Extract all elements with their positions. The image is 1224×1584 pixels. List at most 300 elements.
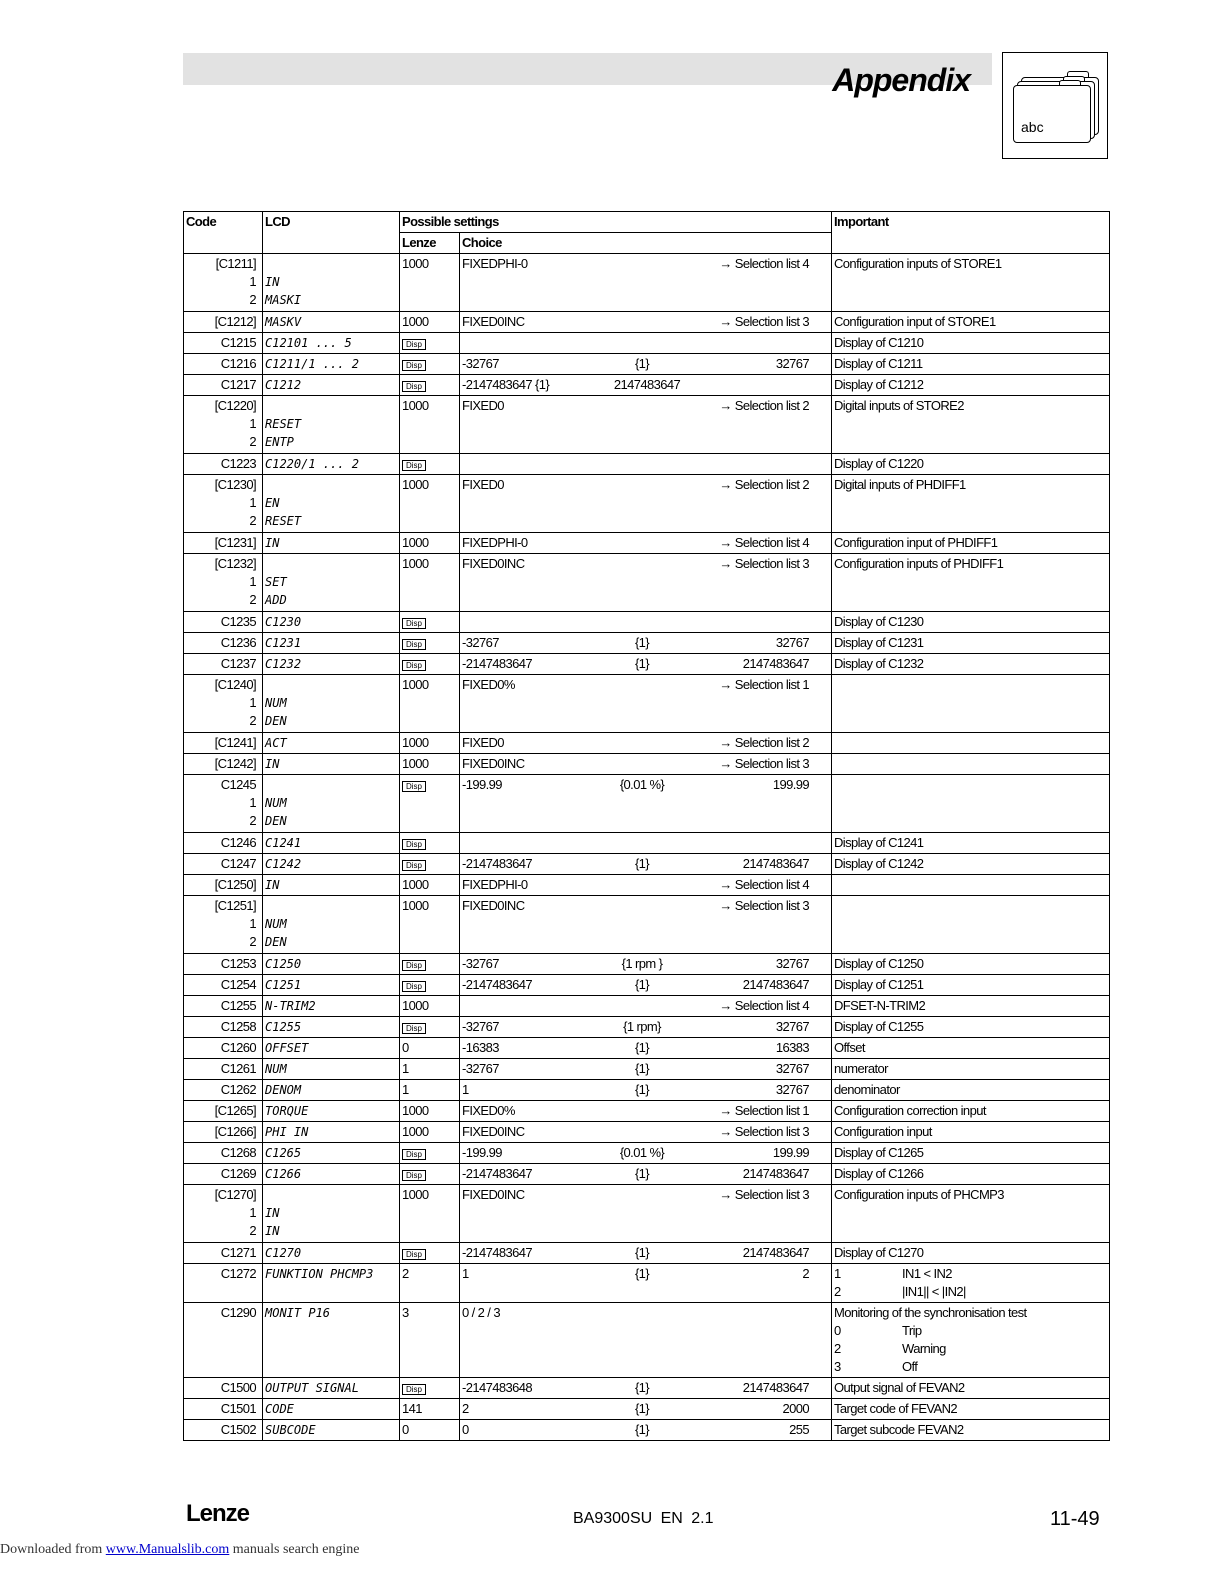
code-value: C1501 xyxy=(220,1401,256,1416)
important-cell xyxy=(832,312,1110,333)
lenze-cell xyxy=(400,833,460,854)
choice-cell xyxy=(460,896,832,954)
choice-increment: {0.01 %} xyxy=(619,777,665,792)
code-value: [C1212] xyxy=(214,314,256,329)
selection-list-ref: → Selection list 3 xyxy=(719,756,810,771)
choice-values xyxy=(462,634,829,652)
choice-cell xyxy=(460,1017,832,1038)
important-cell xyxy=(832,733,1110,754)
choice-values xyxy=(462,355,829,373)
choice-increment: {1} xyxy=(634,1082,650,1097)
lenze-value: 141 xyxy=(402,1401,422,1416)
selection-list-ref: → Selection list 2 xyxy=(719,398,810,413)
code-cell xyxy=(184,875,263,896)
important-line: Digital inputs of PHDIFF1 xyxy=(834,477,966,492)
important-line: Configuration inputs of PHCMP3 xyxy=(834,1187,1004,1202)
choice-min: -2147483648 xyxy=(462,1380,533,1395)
choice-min: -2147483647 {1} xyxy=(462,377,550,392)
choice-min: 0 xyxy=(462,1422,469,1437)
subcode-number: 1 xyxy=(249,416,256,431)
lcd-cell xyxy=(263,612,400,633)
option-number: 2 xyxy=(834,1341,841,1356)
code-cell xyxy=(184,1143,263,1164)
code-value: [C1266] xyxy=(214,1124,256,1139)
lenze-value: 1000 xyxy=(402,1187,429,1202)
lcd-cell xyxy=(263,754,400,775)
code-value: C1258 xyxy=(220,1019,256,1034)
lcd-cell xyxy=(263,1101,400,1122)
important-cell xyxy=(832,1264,1110,1303)
lcd-text: ENTP xyxy=(265,435,294,449)
choice-min: -32767 xyxy=(462,635,499,650)
code-cell xyxy=(184,833,263,854)
lenze-value: 2 xyxy=(402,1266,409,1281)
selection-list-ref: → Selection list 1 xyxy=(719,677,810,692)
lcd-text: DEN xyxy=(265,814,287,828)
table-row xyxy=(184,1303,1110,1378)
lcd-cell xyxy=(263,654,400,675)
disp-badge: Disp xyxy=(402,639,426,650)
lcd-spacer xyxy=(265,555,397,573)
choice-max: 32767 xyxy=(775,1061,810,1076)
lcd-cell xyxy=(263,833,400,854)
table-row xyxy=(184,975,1110,996)
choice-min: -199.99 xyxy=(462,777,502,792)
lcd-spacer xyxy=(265,676,397,694)
choice-cell xyxy=(460,633,832,654)
lcd-cell xyxy=(263,1059,400,1080)
code-value: C1216 xyxy=(220,356,256,371)
lenze-value: 1000 xyxy=(402,998,429,1013)
important-line: Display of C1242 xyxy=(834,856,924,871)
code-value: [C1270] xyxy=(214,1187,256,1202)
table-row xyxy=(184,554,1110,612)
code-cell xyxy=(184,1080,263,1101)
option-number: 2 xyxy=(834,1284,841,1299)
choice-cell xyxy=(460,975,832,996)
choice-values xyxy=(462,376,829,394)
important-line xyxy=(834,1358,1107,1376)
code-value: C1269 xyxy=(220,1166,256,1181)
lcd-spacer xyxy=(265,897,397,915)
lcd-text: TORQUE xyxy=(265,1104,309,1118)
lcd-text: C1250 xyxy=(265,957,302,971)
header-important: Important xyxy=(832,212,1110,254)
choice-values xyxy=(462,397,829,415)
lcd-text: C1242 xyxy=(265,857,302,871)
lenze-cell xyxy=(400,1101,460,1122)
lenze-cell xyxy=(400,1164,460,1185)
choice-min: -32767 xyxy=(462,356,499,371)
choice-cell xyxy=(460,375,832,396)
lcd-text: OFFSET xyxy=(265,1041,309,1055)
important-line: denominator xyxy=(834,1082,900,1097)
choice-min: FIXEDPHI-0 xyxy=(462,256,528,271)
important-line: Configuration input of STORE1 xyxy=(834,314,996,329)
table-row xyxy=(184,996,1110,1017)
code-cell xyxy=(184,896,263,954)
lenze-value: 1000 xyxy=(402,1103,429,1118)
lenze-value: 3 xyxy=(402,1305,409,1320)
lcd-text: IN xyxy=(265,275,280,289)
lcd-text: SUBCODE xyxy=(265,1423,316,1437)
code-value: [C1240] xyxy=(214,677,256,692)
choice-min: 2 xyxy=(462,1401,469,1416)
lenze-cell xyxy=(400,775,460,833)
lcd-cell xyxy=(263,1264,400,1303)
important-cell xyxy=(832,533,1110,554)
lcd-text: NUM xyxy=(265,917,287,931)
disp-badge: Disp xyxy=(402,1149,426,1160)
code-value: C1217 xyxy=(220,377,256,392)
lcd-text: N-TRIM2 xyxy=(265,999,316,1013)
lcd-text: SET xyxy=(265,575,287,589)
choice-cell xyxy=(460,533,832,554)
table-row xyxy=(184,633,1110,654)
choice-cell xyxy=(460,733,832,754)
important-line: Display of C1220 xyxy=(834,456,924,471)
lcd-cell xyxy=(263,254,400,312)
choice-values xyxy=(462,655,829,673)
lenze-cell xyxy=(400,875,460,896)
choice-max: 32767 xyxy=(775,1082,810,1097)
selection-list-ref: → Selection list 3 xyxy=(719,556,810,571)
code-cell xyxy=(184,1378,263,1399)
lenze-cell xyxy=(400,954,460,975)
lcd-cell xyxy=(263,1143,400,1164)
choice-max: 255 xyxy=(789,1422,810,1437)
subcode-number: 2 xyxy=(249,592,256,607)
choice-cell xyxy=(460,554,832,612)
choice-min: FIXED0 xyxy=(462,477,504,492)
choice-values xyxy=(462,1379,829,1397)
lcd-cell xyxy=(263,312,400,333)
choice-increment: {1} xyxy=(634,1422,650,1437)
code-value: C1502 xyxy=(220,1422,256,1437)
lcd-cell xyxy=(263,733,400,754)
code-value: C1246 xyxy=(220,835,256,850)
choice-cell xyxy=(460,675,832,733)
code-cell xyxy=(184,733,263,754)
option-text: Warning xyxy=(902,1341,946,1356)
important-cell xyxy=(832,1059,1110,1080)
choice-cell xyxy=(460,396,832,454)
lenze-cell xyxy=(400,254,460,312)
choice-values xyxy=(462,1186,829,1204)
important-line: Display of C1211 xyxy=(834,356,923,371)
lenze-cell xyxy=(400,454,460,475)
selection-list-ref: → Selection list 3 xyxy=(719,1124,810,1139)
lcd-text: RESET xyxy=(265,514,302,528)
code-value: C1245 xyxy=(220,777,256,792)
table-row xyxy=(184,1399,1110,1420)
subcode-number: 1 xyxy=(249,1205,256,1220)
code-value: C1237 xyxy=(220,656,256,671)
important-line xyxy=(834,1265,1107,1283)
lcd-cell xyxy=(263,533,400,554)
subcode-number: 2 xyxy=(249,713,256,728)
choice-increment: {1 rpm} xyxy=(623,1019,661,1034)
table-row xyxy=(184,1122,1110,1143)
lenze-value: 1000 xyxy=(402,398,429,413)
code-cell xyxy=(184,1185,263,1243)
lcd-text: C1266 xyxy=(265,1167,302,1181)
lenze-cell xyxy=(400,654,460,675)
lenze-cell xyxy=(400,996,460,1017)
choice-min: -2147483647 xyxy=(462,1166,533,1181)
important-cell xyxy=(832,754,1110,775)
choice-min: FIXEDPHI-0 xyxy=(462,877,528,892)
code-value: [C1211] xyxy=(215,256,256,271)
choice-values xyxy=(462,1144,829,1162)
choice-cell xyxy=(460,475,832,533)
code-cell xyxy=(184,754,263,775)
code-cell xyxy=(184,1017,263,1038)
lenze-value: 0 xyxy=(402,1422,409,1437)
lcd-cell xyxy=(263,875,400,896)
important-cell xyxy=(832,454,1110,475)
choice-min: -2147483647 xyxy=(462,856,533,871)
lcd-cell xyxy=(263,1185,400,1243)
choice-values xyxy=(462,1039,829,1057)
code-cell xyxy=(184,554,263,612)
choice-min: FIXED0% xyxy=(462,677,515,692)
important-cell xyxy=(832,1303,1110,1378)
important-cell xyxy=(832,1080,1110,1101)
important-cell xyxy=(832,1243,1110,1264)
table-row xyxy=(184,1378,1110,1399)
code-value: C1272 xyxy=(220,1266,256,1281)
disp-badge: Disp xyxy=(402,1170,426,1181)
lenze-value: 1000 xyxy=(402,877,429,892)
choice-values xyxy=(462,676,829,694)
table-row xyxy=(184,1243,1110,1264)
important-line: Display of C1210 xyxy=(834,335,924,350)
choice-increment: {1} xyxy=(634,356,650,371)
important-cell xyxy=(832,1378,1110,1399)
lenze-cell xyxy=(400,1080,460,1101)
choice-min: FIXED0INC xyxy=(462,1187,525,1202)
table-row xyxy=(184,1017,1110,1038)
lcd-text: CODE xyxy=(265,1402,294,1416)
choice-increment: {1} xyxy=(634,1040,650,1055)
lcd-text: NUM xyxy=(265,1062,287,1076)
choice-values xyxy=(462,255,829,273)
lenze-cell xyxy=(400,533,460,554)
important-cell xyxy=(832,1101,1110,1122)
page-number: 11-49 xyxy=(1050,1508,1100,1530)
lcd-text: C1230 xyxy=(265,615,302,629)
lcd-cell xyxy=(263,896,400,954)
lenze-value: 1000 xyxy=(402,535,429,550)
lenze-cell xyxy=(400,1017,460,1038)
lcd-cell xyxy=(263,1303,400,1378)
code-cell xyxy=(184,612,263,633)
choice-cell xyxy=(460,1420,832,1441)
document-id: BA9300SU EN 2.1 xyxy=(573,1510,714,1527)
choice-min: FIXED0INC xyxy=(462,898,525,913)
choice-cell xyxy=(460,1038,832,1059)
choice-increment: {1} xyxy=(634,1166,650,1181)
lcd-cell xyxy=(263,675,400,733)
code-value: C1260 xyxy=(220,1040,256,1055)
lcd-cell xyxy=(263,1420,400,1441)
lenze-value: 1000 xyxy=(402,756,429,771)
choice-max: 2147483647 xyxy=(742,1166,810,1181)
code-value: C1215 xyxy=(220,335,256,350)
choice-increment: {1} xyxy=(634,1401,650,1416)
important-line: Display of C1266 xyxy=(834,1166,924,1181)
lcd-spacer xyxy=(265,255,397,273)
lenze-value: 1000 xyxy=(402,477,429,492)
important-cell xyxy=(832,396,1110,454)
table-row xyxy=(184,754,1110,775)
lcd-cell xyxy=(263,396,400,454)
choice-increment: {1} xyxy=(634,1266,650,1281)
choice-max: 199.99 xyxy=(772,1145,810,1160)
choice-cell xyxy=(460,1059,832,1080)
lcd-text: MASKV xyxy=(265,315,302,329)
lcd-text: C1251 xyxy=(265,978,302,992)
table-row xyxy=(184,375,1110,396)
important-line: Configuration inputs of STORE1 xyxy=(834,256,1002,271)
header-lenze: Lenze xyxy=(400,233,460,254)
option-number: 1 xyxy=(834,1266,841,1281)
important-line: Configuration inputs of PHDIFF1 xyxy=(834,556,1004,571)
subcode-number: 2 xyxy=(249,1223,256,1238)
important-cell xyxy=(832,1399,1110,1420)
disp-badge: Disp xyxy=(402,1249,426,1260)
table-row xyxy=(184,454,1110,475)
code-cell xyxy=(184,354,263,375)
disp-badge: Disp xyxy=(402,781,426,792)
lcd-text: ACT xyxy=(265,736,287,750)
table-row xyxy=(184,312,1110,333)
table-row xyxy=(184,1080,1110,1101)
lenze-cell xyxy=(400,612,460,633)
choice-values xyxy=(462,455,829,473)
code-value: [C1242] xyxy=(214,756,256,771)
disp-badge: Disp xyxy=(402,360,426,371)
table-row xyxy=(184,833,1110,854)
code-cell xyxy=(184,954,263,975)
lcd-text: IN xyxy=(265,757,280,771)
choice-values xyxy=(462,776,829,794)
manualslib-link[interactable]: www.Manualslib.com xyxy=(105,1542,230,1557)
page-title: Appendix xyxy=(832,62,970,98)
lenze-value: 1 xyxy=(402,1061,409,1076)
important-line: Display of C1231 xyxy=(834,635,924,650)
choice-max: 2147483647 xyxy=(742,1245,810,1260)
lcd-cell xyxy=(263,375,400,396)
lenze-cell xyxy=(400,1420,460,1441)
code-value: [C1231] xyxy=(214,535,256,550)
code-cell xyxy=(184,654,263,675)
table-row xyxy=(184,675,1110,733)
choice-max: 32767 xyxy=(775,956,810,971)
lcd-cell xyxy=(263,1243,400,1264)
code-cell xyxy=(184,996,263,1017)
code-cell xyxy=(184,475,263,533)
important-line xyxy=(834,1340,1107,1358)
lcd-text: OUTPUT SIGNAL xyxy=(265,1381,359,1395)
choice-values xyxy=(462,613,829,631)
choice-max: 2147483647 xyxy=(742,656,810,671)
subcode-number: 1 xyxy=(249,795,256,810)
important-line: Configuration input xyxy=(834,1124,932,1139)
table-row xyxy=(184,1038,1110,1059)
lcd-cell xyxy=(263,996,400,1017)
lcd-cell xyxy=(263,854,400,875)
choice-cell xyxy=(460,1185,832,1243)
choice-max: 32767 xyxy=(775,356,810,371)
lcd-cell xyxy=(263,1038,400,1059)
choice-cell xyxy=(460,1399,832,1420)
option-text: IN1 < IN2 xyxy=(902,1266,952,1281)
code-value: [C1250] xyxy=(214,877,256,892)
important-cell xyxy=(832,333,1110,354)
selection-list-ref: → Selection list 4 xyxy=(719,877,810,892)
important-cell xyxy=(832,633,1110,654)
choice-values xyxy=(462,476,829,494)
lenze-value: 1000 xyxy=(402,898,429,913)
choice-min: -16383 xyxy=(462,1040,499,1055)
lcd-spacer xyxy=(265,397,397,415)
code-cell xyxy=(184,1399,263,1420)
lcd-cell xyxy=(263,633,400,654)
code-value: C1500 xyxy=(220,1380,256,1395)
choice-values xyxy=(462,734,829,752)
important-cell xyxy=(832,1122,1110,1143)
lenze-cell xyxy=(400,1122,460,1143)
lenze-value: 1 xyxy=(402,1082,409,1097)
disp-badge: Disp xyxy=(402,339,426,350)
choice-cell xyxy=(460,454,832,475)
disp-badge: Disp xyxy=(402,860,426,871)
important-line: Target code of FEVAN2 xyxy=(834,1401,958,1416)
important-line: Display of C1232 xyxy=(834,656,924,671)
important-line: Offset xyxy=(834,1040,865,1055)
lenze-logo: Lenze xyxy=(186,1500,250,1527)
important-cell xyxy=(832,1038,1110,1059)
choice-min: -32767 xyxy=(462,1019,499,1034)
lcd-spacer xyxy=(265,476,397,494)
code-cell xyxy=(184,1243,263,1264)
important-line: Display of C1212 xyxy=(834,377,924,392)
code-value: C1254 xyxy=(220,977,256,992)
lcd-text: DEN xyxy=(265,714,287,728)
lcd-text: ADD xyxy=(265,593,287,607)
code-cell xyxy=(184,633,263,654)
choice-increment: {1} xyxy=(634,977,650,992)
choice-values xyxy=(462,1018,829,1036)
disp-badge: Disp xyxy=(402,839,426,850)
lcd-text: RESET xyxy=(265,417,302,431)
important-cell xyxy=(832,1017,1110,1038)
choice-cell xyxy=(460,1164,832,1185)
subcode-number: 2 xyxy=(249,813,256,828)
lenze-cell xyxy=(400,375,460,396)
table-row xyxy=(184,612,1110,633)
choice-cell xyxy=(460,1303,832,1378)
choice-values xyxy=(462,755,829,773)
lcd-text: C12101 ... 5 xyxy=(265,336,352,350)
disp-badge: Disp xyxy=(402,660,426,671)
choice-values xyxy=(462,855,829,873)
choice-min: -199.99 xyxy=(462,1145,502,1160)
code-value: [C1220] xyxy=(214,398,256,413)
choice-min: FIXED0 xyxy=(462,735,504,750)
